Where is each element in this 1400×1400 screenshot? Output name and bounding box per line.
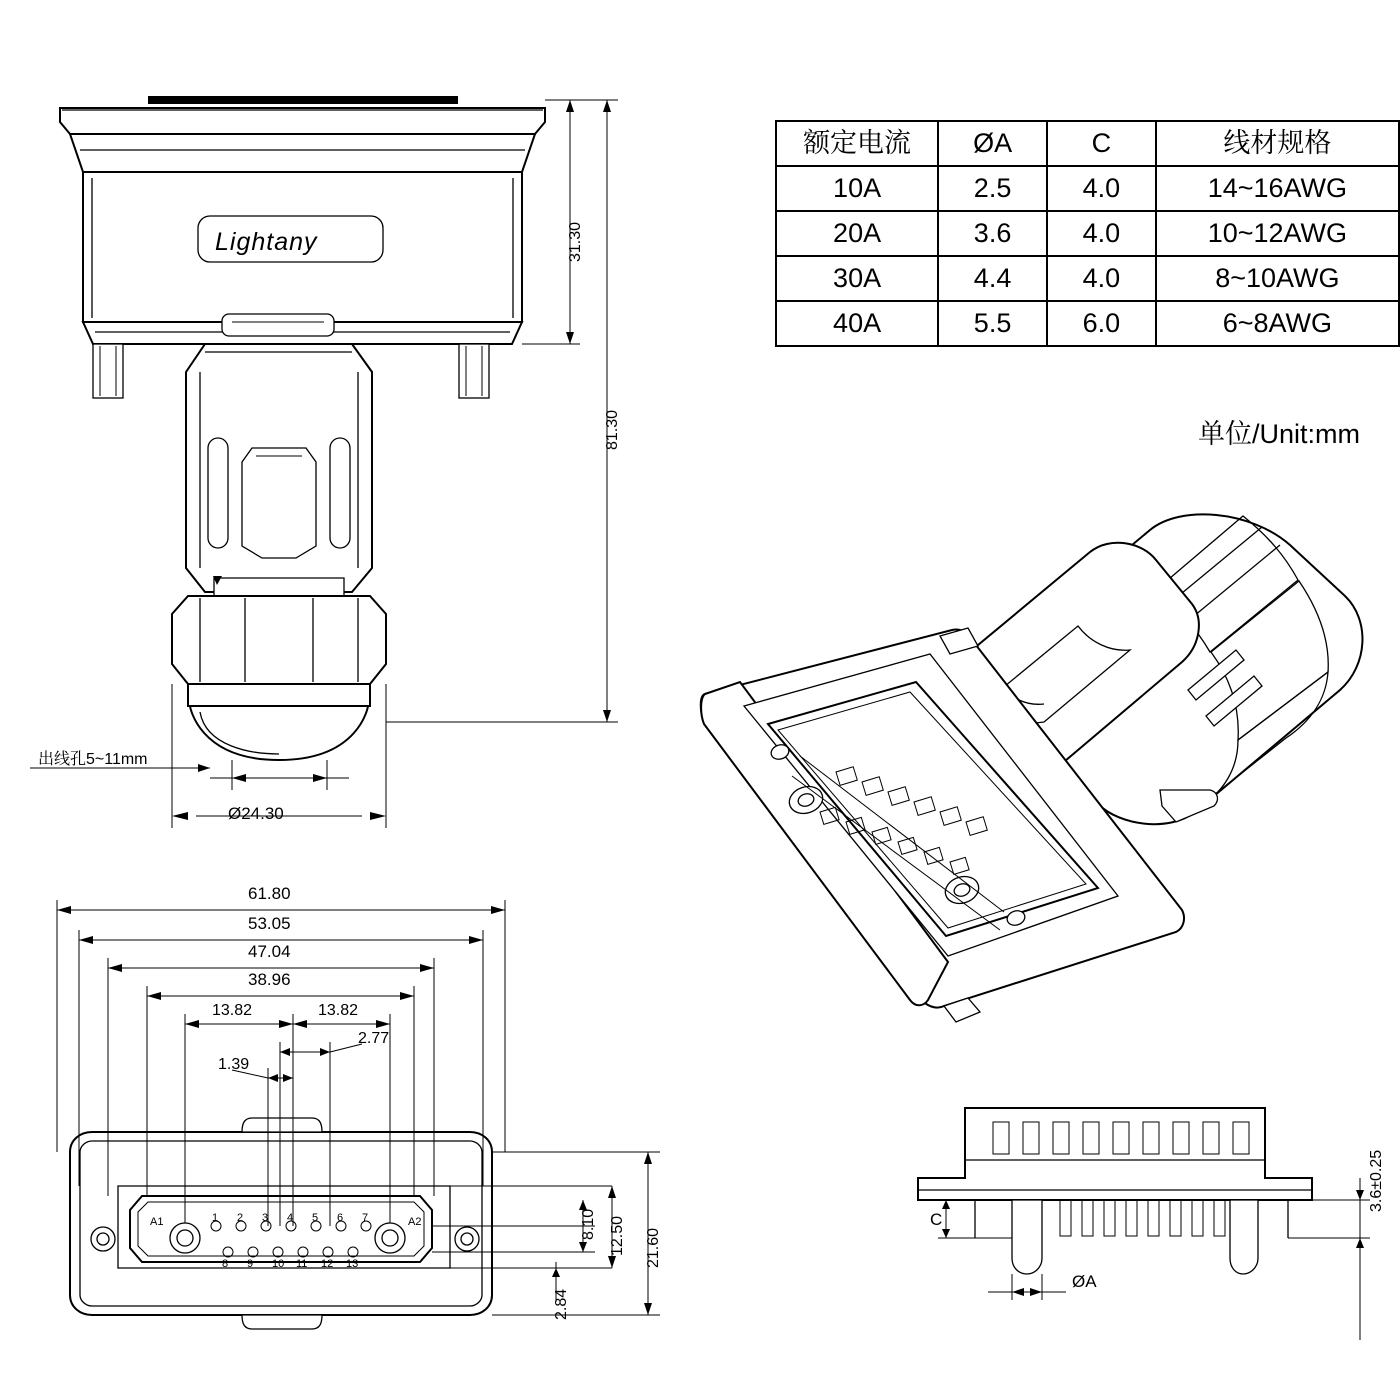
- pin-label: 8: [222, 1258, 229, 1270]
- cell-current: 10A: [776, 166, 938, 211]
- pin-label: 4: [287, 1212, 294, 1224]
- dim-2-84: 2.84: [553, 1288, 570, 1320]
- cell-wire: 6~8AWG: [1156, 301, 1399, 346]
- cell-phi-a: 4.4: [938, 256, 1047, 301]
- dim-2-77: 2.77: [358, 1030, 390, 1047]
- contact-label-a2: A2: [408, 1216, 422, 1228]
- header-phi-a: ØA: [938, 121, 1047, 166]
- cell-c: 6.0: [1047, 301, 1156, 346]
- pin-label: 9: [247, 1258, 254, 1270]
- dim-body-height: 31.30: [567, 221, 584, 262]
- dim-c: C: [930, 1210, 943, 1229]
- brand-logo: Lightany: [215, 228, 318, 256]
- cell-c: 4.0: [1047, 166, 1156, 211]
- cell-wire: 8~10AWG: [1156, 256, 1399, 301]
- table-row: [776, 256, 1399, 301]
- pin-label: 2: [237, 1212, 244, 1224]
- dim-13-82-right: 13.82: [318, 1002, 359, 1019]
- pin-label: 5: [312, 1212, 319, 1224]
- cell-current: 20A: [776, 211, 938, 256]
- dim-53-05: 53.05: [248, 914, 291, 933]
- cell-c: 4.0: [1047, 211, 1156, 256]
- pin-label: 3: [262, 1212, 269, 1224]
- isometric-view-group: [701, 514, 1363, 1022]
- side-view-group: [918, 1108, 1312, 1274]
- pin-label: 13: [346, 1258, 359, 1270]
- cell-current: 40A: [776, 301, 938, 346]
- cell-phi-a: 3.6: [938, 211, 1047, 256]
- cell-wire: 14~16AWG: [1156, 166, 1399, 211]
- dim-21-60: 21.60: [645, 1227, 662, 1268]
- bottom-view-group: [70, 1118, 492, 1329]
- table-row: [776, 211, 1399, 256]
- side-view-dimensions: [938, 1178, 1370, 1340]
- dim-1-39: 1.39: [218, 1056, 250, 1073]
- dim-nut-diameter: Ø24.30: [228, 804, 284, 823]
- cell-current: 30A: [776, 256, 938, 301]
- dim-38-96: 38.96: [248, 970, 291, 989]
- contact-label-a1: A1: [150, 1216, 164, 1228]
- cell-c: 4.0: [1047, 256, 1156, 301]
- pin-label: 6: [337, 1212, 344, 1224]
- header-rated-current: 额定电流: [776, 121, 938, 166]
- dim-47-04: 47.04: [248, 942, 291, 961]
- pin-label: 7: [362, 1212, 369, 1224]
- dim-cable-hole: 出线孔5~11mm: [38, 751, 148, 768]
- pin-label: 10: [272, 1258, 285, 1270]
- cell-phi-a: 5.5: [938, 301, 1047, 346]
- cell-phi-a: 2.5: [938, 166, 1047, 211]
- header-wire-spec: 线材规格: [1156, 121, 1399, 166]
- dim-total-height: 81.30: [604, 409, 621, 450]
- cell-wire: 10~12AWG: [1156, 211, 1399, 256]
- pin-label: 1: [212, 1212, 219, 1224]
- dim-thickness: 3.6±0.25: [1368, 1149, 1385, 1212]
- dim-13-82-left: 13.82: [212, 1002, 253, 1019]
- dim-61-80: 61.80: [248, 884, 291, 903]
- dim-12-50: 12.50: [609, 1215, 626, 1256]
- pin-label: 12: [321, 1258, 334, 1270]
- table-row: [776, 166, 1399, 211]
- dim-8-10: 8.10: [580, 1208, 597, 1240]
- table-header-row: [776, 121, 1399, 166]
- pin-label: 11: [296, 1258, 308, 1270]
- front-view-group: [60, 96, 545, 760]
- table-row: [776, 301, 1399, 346]
- specification-table: [775, 120, 1400, 347]
- header-c: C: [1047, 121, 1156, 166]
- unit-note: 单位/Unit:mm: [1198, 419, 1360, 449]
- dim-pin-diameter: ØA: [1072, 1272, 1097, 1291]
